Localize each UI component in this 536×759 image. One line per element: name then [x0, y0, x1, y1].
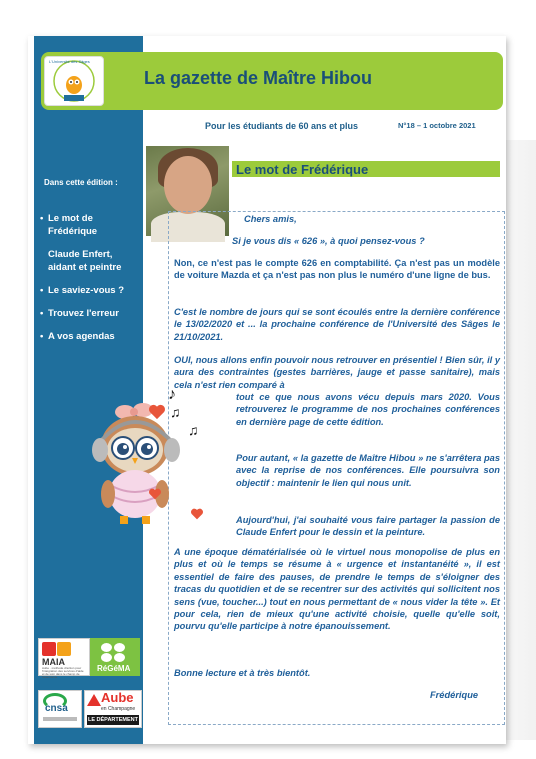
music-note-icon: ♫ — [170, 404, 181, 420]
letter-paragraph: C'est le nombre de jours qui se sont écoulés entre la dernière conférence le 13/02/2020 et ... la prochaine conférence de l'Université des Sâges le 21/10/2021. — [174, 307, 500, 342]
letter-paragraph: OUI, nous allons enfin pouvoir nous retrouver en présentiel ! Bien sûr, il y aura des contraintes (gestes barrières, jauge et passe sanitaire), mais cela n'est rien comparé à — [174, 355, 500, 390]
toc-item[interactable]: Claude Enfert, aidant et peintre — [48, 249, 122, 273]
toc-item[interactable]: • Trouvez l'erreur — [40, 308, 119, 319]
maia-logo: MAIA Aube · méthode d'action pour l'intégration des services d'aide et de soin dans le champ de l'autonomie — [38, 638, 90, 676]
letter-paragraph: tout ce que nous avons vécu depuis mars 2020. Vous retrouverez le programme de nos prochaines conférences en dernière page de cette édition. — [236, 392, 500, 427]
toc-item[interactable]: • Le saviez-vous ? — [40, 285, 125, 296]
letter-paragraph: Pour autant, « la gazette de Maître Hibou » ne s'arrêtera pas avec la reprise de nos conférences. Elle poursuivra son objectif : maintenir le lien qui nous unit. — [236, 453, 500, 488]
greeting: Chers amis, — [244, 214, 297, 224]
music-note-icon: ♫ — [188, 422, 199, 438]
aube-department-logo: Aube en Champagne LE DÉPARTEMENT — [84, 690, 142, 728]
page-title: La gazette de Maître Hibou — [144, 68, 373, 88]
letter-paragraph: Si je vous dis « 626 », à quoi pensez-vous ? — [232, 236, 425, 246]
heart-icon — [148, 404, 166, 420]
closing: Bonne lecture et à très bientôt. — [174, 668, 311, 678]
toc-title: Dans cette édition : — [44, 178, 118, 187]
letter-paragraph: Non, ce n'est pas le compte 626 en comptabilité. Ça n'est pas un modèle de voiture Mazda et ça n'est pas non plus le numéro d'une ligne de bus. — [174, 258, 500, 281]
signature: Frédérique — [430, 690, 479, 700]
university-logo: L'Université des Sâges — [44, 56, 104, 106]
cnsa-logo: cnsa — [38, 690, 82, 728]
heart-icon — [190, 508, 204, 520]
toc-list — [40, 212, 140, 353]
toc-item[interactable]: • Le mot de Frédérique — [40, 213, 98, 237]
heart-icon — [148, 488, 162, 500]
background-page-edge — [505, 140, 536, 740]
letter-paragraph: A une époque dématérialisée où le virtuel nous monopolise de plus en plus et où le temps se résume à « urgence et instantanéité », il est essentiel de faire des pauses, de prendre le temps de s'éloigner des tracas du quotidien et de se recentrer sur des activités qui sollicitent nos sens (vue, toucher...) tout en nous permettant de « nous vider la tête ». Et pour cela, rien de mieux qu'une activité choisie, quelle qu'elle soit, pourvu qu'elle participe à notre épanouissement. — [174, 547, 500, 632]
music-note-icon: ♪ — [168, 386, 176, 403]
section-heading: Le mot de Frédérique — [232, 161, 500, 177]
subtitle: Pour les étudiants de 60 ans et plus — [205, 121, 359, 131]
toc-item[interactable]: • A vos agendas — [40, 331, 115, 342]
letter-paragraph: Aujourd'hui, j'ai souhaité vous faire partager la passion de Claude Enfert pour le dessin et la peinture. — [236, 515, 500, 538]
regema-logo: RéGéMA — [90, 638, 140, 676]
issue-number: N°18 – 1 octobre 2021 — [398, 121, 476, 130]
